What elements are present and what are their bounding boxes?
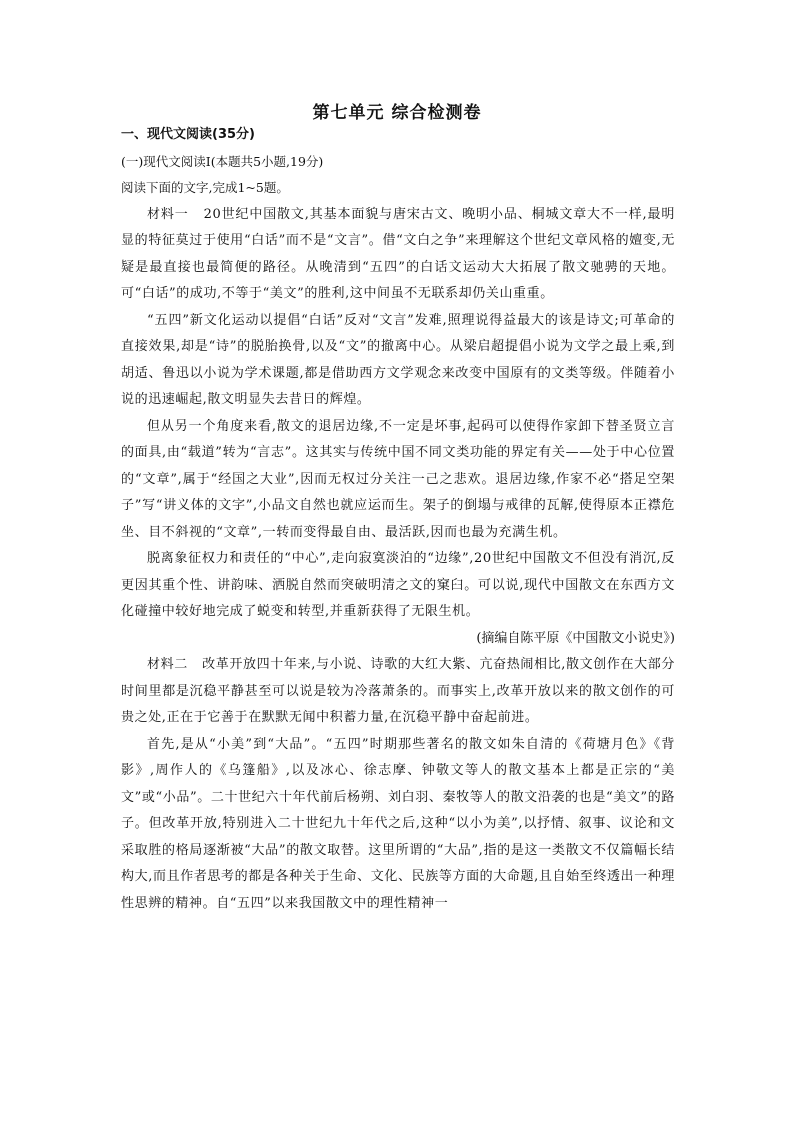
- section-heading: 一、现代文阅读(35分): [121, 127, 255, 142]
- material1-label: 材料一: [147, 206, 189, 222]
- material2-paragraph-2: 首先,是从“小美”到“大品”。“五四”时期那些著名的散文如朱自清的《荷塘月色》《背影》,周作人的《乌篷船》,以及冰心、徐志摩、钟敬文等人的散文基本上都是正宗的“美文”或“小品”。二十世纪六十年代前后杨朔、刘白羽、秦牧等人的散文沿袭的也是“美文”的路子。但改革开放,特别进入二十世纪九十年代之后,这种“以小为美”,以抒情、叙事、议论和文采取胜的格局逐渐被“大品”的散文取替。这里所谓的“大品”,指的是这一类散文不仅篇幅长结构大,而且作者思考的都是各种关于生命、文化、民族等方面的大命题,且自始至终透出一种理性思辨的精神。自“五四”以来我国散文中的理性精神一: [121, 736, 675, 911]
- material2-paragraph-1: [121, 652, 675, 732]
- material2-paragraph-1-text: 改革开放四十年来,与小说、诗歌的大红大紫、亢奋热闹相比,散文创作在大部分时间里都是沉稳平静甚至可以说是较为冷落萧条的。而事实上,改革开放以来的散文创作的可贵之处,正在于它善于在默默无闻中积蓄力量,在沉稳平静中奋起前进。: [121, 657, 675, 725]
- material2-label: 材料二: [147, 657, 188, 672]
- document-body: [121, 122, 675, 917]
- material1-paragraph-1: [121, 202, 675, 308]
- page-title: 第七单元 综合检测卷: [312, 103, 482, 123]
- reading-instruction: 阅读下面的文字,完成1~5题。: [121, 180, 289, 195]
- material1-paragraph-1-text: 20世纪中国散文,其基本面貌与唐宋古文、晚明小品、桐城文章大不一样,最明显的特征莫过于使用“白话”而不是“文言”。借“文白之争”来理解这个世纪文章风格的嬗变,无疑是最直接也最简便的路径。从晚清到“五四”的白话文运动大大拓展了散文驰骋的天地。可“白话”的成功,不等于“美文”的胜利,这中间虽不无联系却仍关山重重。: [121, 206, 675, 301]
- subsection-heading: (一)现代文阅读Ⅰ(本题共5小题,19分): [121, 153, 324, 169]
- material1-paragraph-2: “五四”新文化运动以提倡“白话”反对“文言”发难,照理说得益最大的该是诗文;可革命的直接效果,却是“诗”的脱胎换骨,以及“文”的撤离中心。从梁启超提倡小说为文学之最上乘,到胡适、鲁迅以小说为学术课题,都是借助西方文学观念来改变中国原有的文类等级。伴随着小说的迅速崛起,散文明显失去昔日的辉煌。: [121, 312, 675, 407]
- material1-source: (摘编自陈平原《中国散文小说史》): [476, 630, 675, 646]
- material1-paragraph-3: 但从另一个角度来看,散文的退居边缘,不一定是坏事,起码可以使得作家卸下替圣贤立言的面具,由“载道”转为“言志”。这其实与传统中国不同文类功能的界定有关——处于中心位置的“文章”,属于“经国之大业”,因而无权过分关注一己之悲欢。退居边缘,作家不必“搭足空架子”写“讲义体的文字”,小品文自然也就应运而生。架子的倒塌与戒律的瓦解,使得原本正襟危坐、目不斜视的“文章”,一转而变得最自由、最活跃,因而也最为充满生机。: [121, 418, 675, 540]
- material1-paragraph-4: 脱离象征权力和责任的“中心”,走向寂寞淡泊的“边缘”,20世纪中国散文不但没有消沉,反更因其重个性、讲韵味、洒脱自然而突破明清之文的窠臼。可以说,现代中国散文在东西方文化碰撞中较好地完成了蜕变和转型,并重新获得了无限生机。: [121, 551, 675, 619]
